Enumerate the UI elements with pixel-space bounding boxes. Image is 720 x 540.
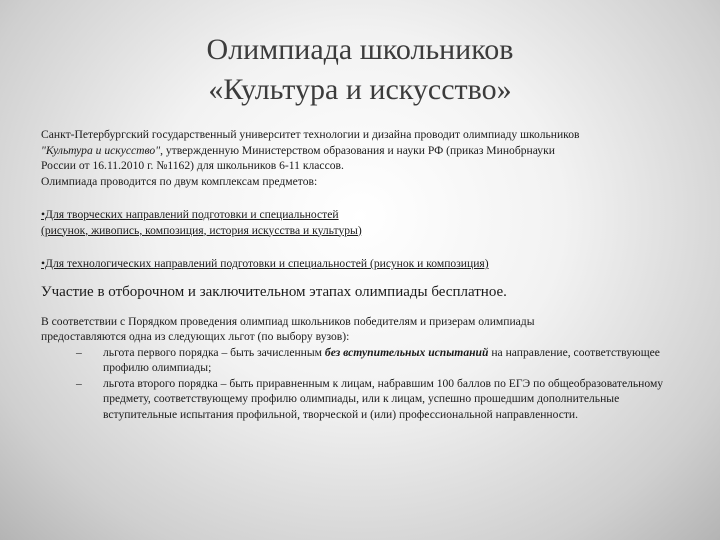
intro-line-1: Санкт-Петербургский государственный университет технологии и дизайна проводит олимпиаду школьников: [41, 128, 580, 141]
olympiad-name-quote: "Культура и искусство": [41, 143, 161, 157]
intro-line-3: России от 16.11.2010 г. №1162) для школьников 6-11 классов.: [41, 159, 344, 172]
benefit-first-text: льгота первого порядка – быть зачисленным: [103, 345, 325, 359]
bullet-technological-line: •Для технологических направлений подготовки и специальностей (рисунок и композиция): [41, 257, 489, 270]
bullet-technological[interactable]: [41, 256, 681, 272]
benefit-second-text: льгота второго порядка – быть приравненным к лицам, набравшим 100 баллов по ЕГЭ по общеобразовательному предмету, соответствующему профилю олимпиады, или к лицам, успешно прошедшим дополнительные вступительные испытания профильной, творческой и (или) профессиональной направленности.: [103, 376, 664, 421]
intro-paragraph: [41, 127, 681, 189]
bullet-creative[interactable]: [41, 207, 681, 238]
slide-title: [0, 30, 720, 110]
benefits-intro-line-2: предоставляются одна из следующих льгот (по выбору вузов):: [41, 330, 350, 343]
benefit-first-bold: без вступительных испытаний: [324, 345, 489, 359]
slide-content: [41, 127, 681, 422]
benefits-intro-line-1: В соответствии с Порядком проведения олимпиад школьников победителям и призерам олимпиады: [41, 314, 535, 328]
free-participation-note: Участие в отборочном и заключительном этапах олимпиады бесплатное.: [41, 283, 507, 300]
title-line-1: Олимпиада школьников: [206, 33, 514, 66]
intro-line-4: Олимпиада проводится по двум комплексам предметов:: [41, 174, 318, 188]
dash-marker: –: [76, 345, 82, 359]
benefits-intro: [41, 314, 681, 345]
intro-line-2: , утвержденную Министерством образования и науки РФ (приказ Минобрнауки: [160, 143, 555, 157]
bullet-creative-line-2: (рисунок, живопись, композиция, история искусства и культуры): [41, 223, 362, 237]
title-line-2: «Культура и искусство»: [208, 73, 512, 106]
bullet-creative-line-1: •Для творческих направлений подготовки и специальностей: [41, 208, 339, 221]
benefit-second-order: [41, 376, 681, 423]
benefits-list: [41, 345, 681, 423]
benefit-first-order: [41, 345, 681, 376]
dash-marker: –: [76, 376, 82, 390]
benefit-first-text-end: на направление, соответствующее профилю олимпиады;: [103, 345, 660, 374]
